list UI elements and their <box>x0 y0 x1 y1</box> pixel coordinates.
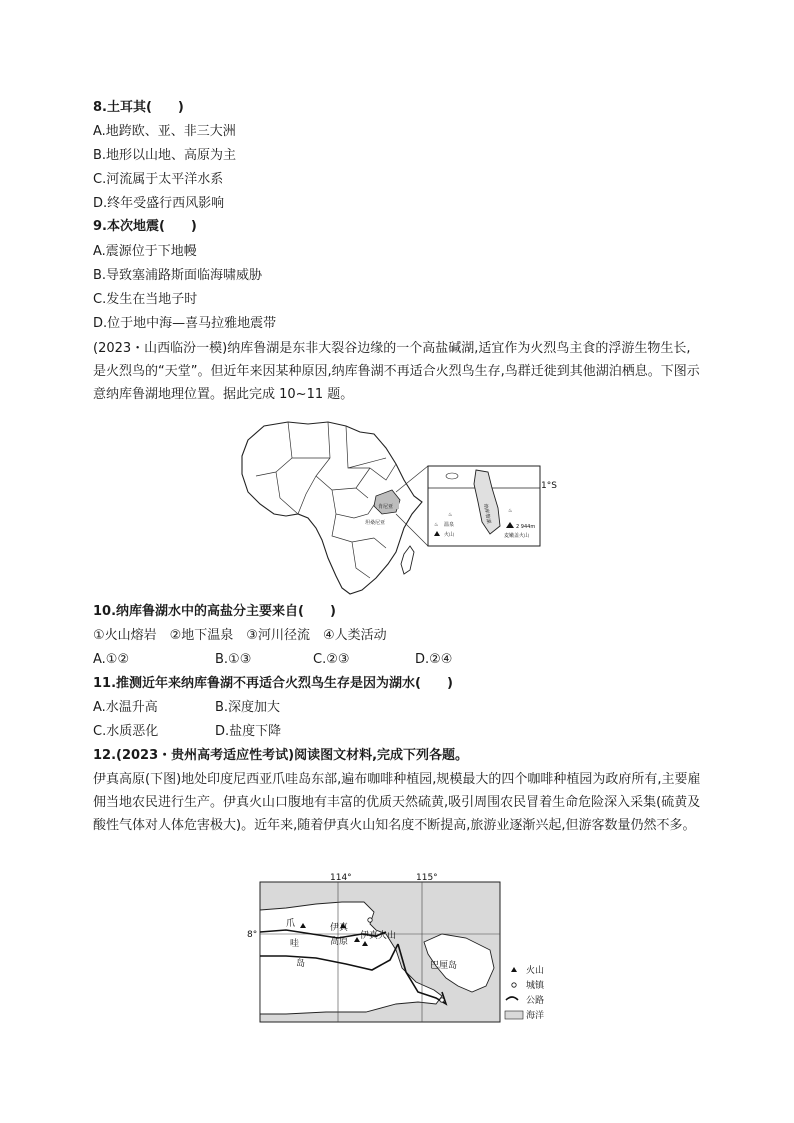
q8-option-b: B.地形以山地、高原为主 <box>93 148 237 163</box>
q10-option-a: A.①② <box>93 652 130 667</box>
q12-stem: 12.(2023・贵州高考适应性考试)阅读图文材料,完成下列各题。 <box>93 748 469 763</box>
legend-road-label: 公路 <box>526 996 545 1006</box>
lake-label: 纳库鲁湖 <box>482 503 492 525</box>
lat-8-label: 8° <box>247 930 258 940</box>
q9-option-c: C.发生在当地子时 <box>93 292 198 307</box>
q11-options-row2 <box>93 723 281 741</box>
lat-1s-label: 1°S <box>541 481 557 491</box>
lon-115-label: 115° <box>416 873 438 883</box>
legend-road-icon <box>506 997 518 1000</box>
ijen-volcano-label: 伊真火山 <box>360 931 397 941</box>
town-marker-1 <box>368 918 372 922</box>
q11-options-row1 <box>93 699 280 717</box>
plateau-label-1: 伊真 <box>330 923 349 933</box>
peak-name: 麦嫩盖火山 <box>504 533 530 539</box>
volcano-legend-label: 火山 <box>444 532 455 538</box>
legend-volcano-label: 火山 <box>526 966 545 976</box>
q11-option-a: A.水温升高 <box>93 700 158 715</box>
hotspring-legend-label: 温泉 <box>444 522 455 528</box>
q8-option-c: C.河流属于太平洋水系 <box>93 172 224 187</box>
q11-stem: 11.推测近年来纳库鲁湖不再适合火烈鸟生存是因为湖水( ) <box>93 676 453 691</box>
lon-114-label: 114° <box>330 873 352 883</box>
q11-option-b: B.深度加大 <box>215 700 281 715</box>
africa-map <box>236 418 562 604</box>
hotspring-legend-icon: ♨ <box>434 522 439 528</box>
java-char-2: 哇 <box>290 939 300 949</box>
q10-option-b: B.①③ <box>215 652 252 667</box>
q10-stem: 10.纳库鲁湖水中的高盐分主要来自( ) <box>93 604 336 619</box>
q9-option-a: A.震源位于下地幔 <box>93 244 197 259</box>
q10-choices: ①火山熔岩 ②地下温泉 ③河川径流 ④人类活动 <box>93 628 387 643</box>
plateau-label-2: 高原 <box>330 937 349 947</box>
legend-sea-icon <box>505 1011 523 1019</box>
q11-option-d: D.盐度下降 <box>215 724 282 739</box>
java-char-1: 爪 <box>286 919 296 929</box>
q9-option-d: D.位于地中海—喜马拉雅地震带 <box>93 316 277 331</box>
kenya-label: 肯尼亚 <box>378 504 394 510</box>
legend-town-label: 城镇 <box>526 981 545 991</box>
q10-options <box>93 651 452 669</box>
hotspring-marker-2: ♨ <box>508 508 513 514</box>
legend-sea-label: 海洋 <box>526 1011 545 1021</box>
peak-elevation: 2 944m <box>516 524 536 530</box>
q12-material: 伊真高原(下图)地处印度尼西亚爪哇岛东部,遍布咖啡种植园,规模最大的四个咖啡种植园为政府所有,主要雇佣当地农民进行生产。伊真火山口腹地有丰富的优质天然硫黄,吸引周围农民冒着生命危险深入采集(硫黄及酸性气体对人体危害极大)。近年来,随着伊真火山知名度不断提高,旅游业逐渐兴起,但游客数量仍然不多。 <box>93 772 701 833</box>
bali-label: 巴厘岛 <box>430 961 458 971</box>
q10-option-d: D.②④ <box>415 652 453 667</box>
q9-stem: 9.本次地震( ) <box>93 219 197 234</box>
q8-stem: 8.土耳其( ) <box>93 100 184 115</box>
q8-option-d: D.终年受盛行西风影响 <box>93 196 225 211</box>
town-marker-2 <box>440 998 444 1002</box>
legend-volcano-icon <box>511 967 517 972</box>
tanzania-label: 坦桑尼亚 <box>365 520 386 526</box>
java-char-3: 岛 <box>296 959 306 969</box>
q8-option-a: A.地跨欧、亚、非三大洲 <box>93 124 236 139</box>
q9-option-b: B.导致塞浦路斯面临海啸威胁 <box>93 268 263 283</box>
q11-option-c: C.水质恶化 <box>93 724 159 739</box>
q10-option-c: C.②③ <box>313 652 350 667</box>
legend-town-icon <box>512 983 516 987</box>
java-bali-map <box>246 872 556 1024</box>
intro-10-11: (2023・山西临汾一模)纳库鲁湖是东非大裂谷边缘的一个高盐碱湖,适宜作为火烈鸟主食的浮游生物生长,是火烈鸟的“天堂”。但近年来因某种原因,纳库鲁湖不再适合火烈鸟生存,鸟群迁徙到其他湖泊栖息。下图示意纳库鲁湖地理位置。据此完成 10~11 题。 <box>93 341 700 402</box>
hotspring-marker-1: ♨ <box>448 512 453 518</box>
